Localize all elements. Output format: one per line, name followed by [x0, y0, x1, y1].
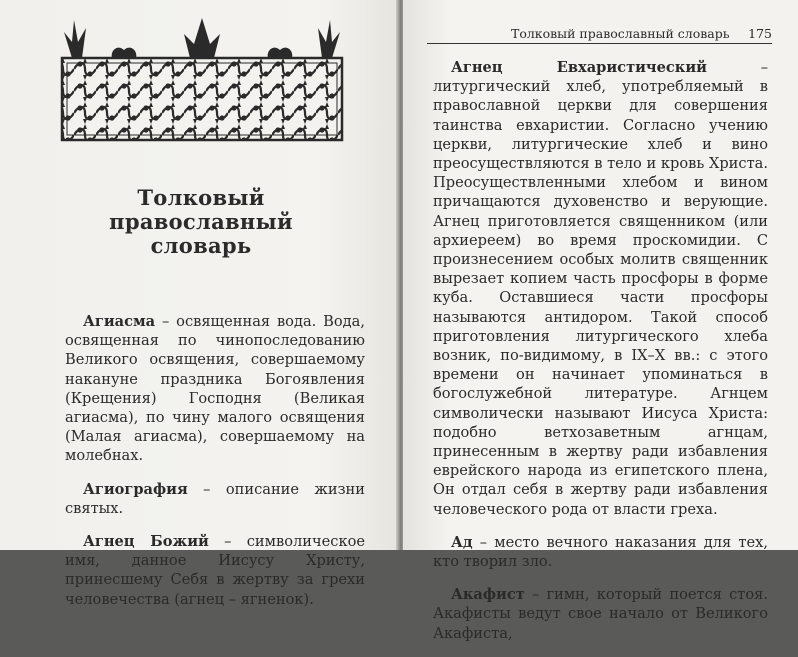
- entry-definition: – описание жизни святых.: [65, 480, 365, 517]
- dictionary-entry: [65, 480, 365, 518]
- entry-term: Агнец Евхаристический: [451, 59, 707, 76]
- running-header: [427, 27, 772, 44]
- right-column: [433, 58, 768, 657]
- left-column: [65, 312, 365, 623]
- running-title: Толковый православный словарь: [511, 26, 730, 41]
- entry-term: Агиография: [83, 480, 188, 498]
- dictionary-entry: [65, 532, 365, 609]
- entry-definition: – освященная вода. Вода, освященная по чинопоследованию Великого освящения, совершаемому накануне праздника Богоявления (Крещения) Господня (Великая агиасма), по чину малого освящения (Малая агиасма), совершаемому на молебнах.: [65, 313, 365, 465]
- page-number: 175: [748, 26, 772, 41]
- left-page: [0, 0, 398, 608]
- entry-term: Акафист: [451, 586, 525, 604]
- entry-definition: – символическое имя, данное Иисусу Христу, принесшему Себя в жертву за грехи человечества (агнец – ягненок).: [65, 533, 365, 608]
- page-title: [70, 186, 332, 258]
- title-line: православный: [109, 209, 293, 234]
- dictionary-entry: [433, 585, 768, 643]
- show-through-text: [120, 150, 360, 163]
- dictionary-entry: [433, 533, 768, 571]
- entry-term: Ад: [451, 533, 473, 551]
- entry-definition: – литургический хлеб, употребляемый в православной церкви для совершения таинства евхаристии. Согласно учению церкви, литургические хлеб и вино преосуществляются в тело и кровь Христа. Преосуществленными хлебом и вином причащаются духовенство и верующие. Агнец приготовляется священником (или архиереем) во время проскомидии. С произнесением особых молитв священник вырезает копием часть просфоры в форме куба. Оставшиеся части просфоры называются антидором. Такой способ приготовления литургического хлеба возник, по-видимому, в IX–X вв.: с этого времени он начинает упоминаться в богослужебной литературе. Агнцем символически называют Иисуса Христа: подобно ветхозаветным агнцам, принесенным в жертву ради избавления еврейского народа из египетского плена, Он отдал себя в жертву ради избавления человеческого рода от власти греха.: [433, 59, 768, 518]
- dictionary-entry: [65, 312, 365, 466]
- entry-term: Агиасма: [83, 313, 156, 330]
- entry-definition: – место вечного наказания для тех, кто творил зло.: [433, 533, 768, 571]
- title-line: словарь: [150, 233, 252, 258]
- entry-definition: – гимн, который поется стоя. Акафисты ведут свое начало от Великого Акафиста,: [433, 586, 768, 642]
- ornamental-headpiece: [52, 14, 352, 144]
- title-line: Толковый: [137, 185, 265, 210]
- entry-term: Агнец Божий: [83, 533, 209, 551]
- dictionary-entry: [433, 58, 768, 519]
- right-page: [403, 0, 798, 642]
